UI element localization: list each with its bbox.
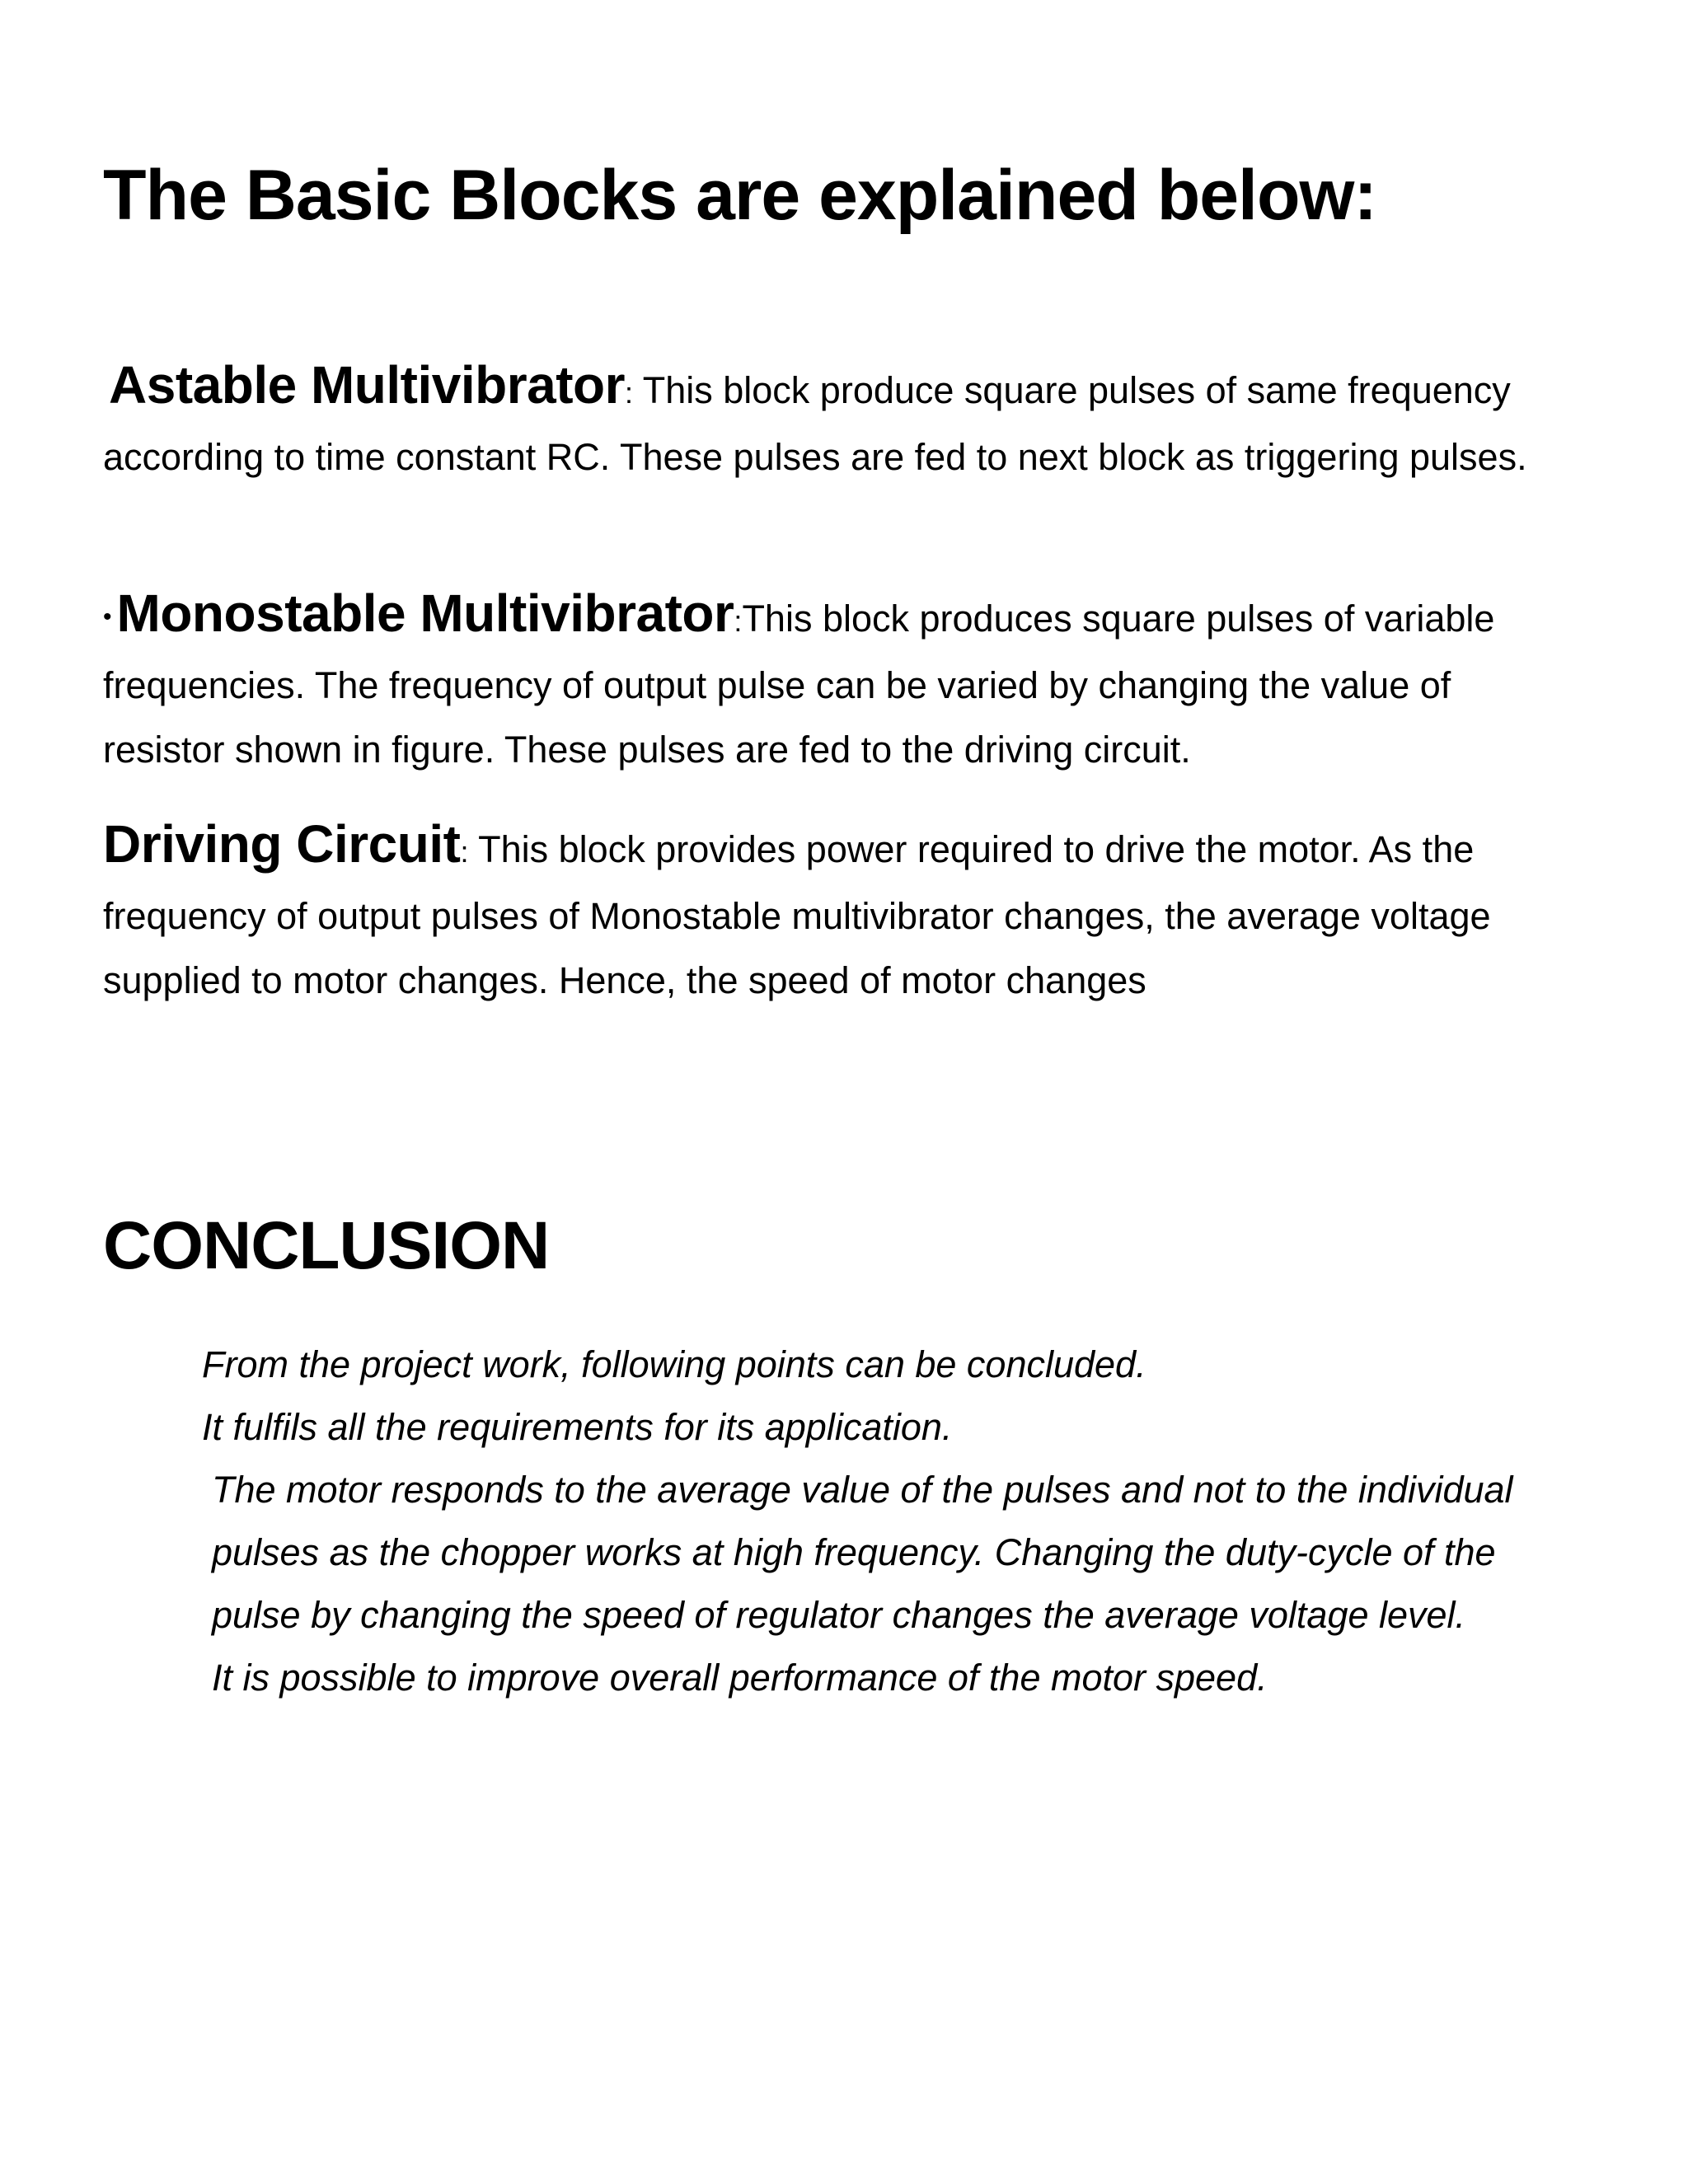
bullet-icon: • bbox=[103, 603, 112, 630]
block-monostable-multivibrator bbox=[103, 581, 1554, 782]
conclusion-point: The motor responds to the average value of the pulses and not to the individual pulses as the chopper works at high frequency. Changing the duty-cycle of the pulse by changing the speed of regulator changes the average voltage level. bbox=[212, 1469, 1513, 1636]
block-description: This block produce square pulses of same frequency according to time constant RC. These pulses are fed to next block as triggering pulses. bbox=[103, 369, 1527, 478]
block-driving-circuit bbox=[103, 812, 1554, 1013]
block-term: Monostable Multivibrator bbox=[116, 583, 734, 643]
block-description: This block provides power required to drive the motor. As the frequency of output pulses of Monostable multivibrator changes, the average voltage supplied to motor changes. Hence, the speed of motor changes bbox=[103, 828, 1491, 1001]
conclusion-heading: CONCLUSION bbox=[103, 1208, 550, 1283]
block-term: Astable Multivibrator bbox=[109, 355, 626, 415]
block-separator: : bbox=[460, 835, 469, 869]
conclusion-point: It fulfils all the requirements for its application. bbox=[202, 1406, 953, 1448]
block-separator: : bbox=[734, 604, 743, 638]
conclusion-list bbox=[202, 1333, 1521, 1709]
block-separator: : bbox=[625, 376, 634, 410]
block-term: Driving Circuit bbox=[103, 814, 461, 874]
block-astable-multivibrator bbox=[103, 353, 1554, 490]
section-heading: The Basic Blocks are explained below: bbox=[103, 156, 1377, 235]
block-description: This block produces square pulses of variable frequencies. The frequency of output pulse can be varied by changing the value of resistor shown in figure. These pulses are fed to the driving circuit. bbox=[103, 598, 1495, 771]
conclusion-point: From the project work, following points can be concluded. bbox=[202, 1343, 1146, 1385]
conclusion-point: It is possible to improve overall performance of the motor speed. bbox=[212, 1657, 1268, 1699]
